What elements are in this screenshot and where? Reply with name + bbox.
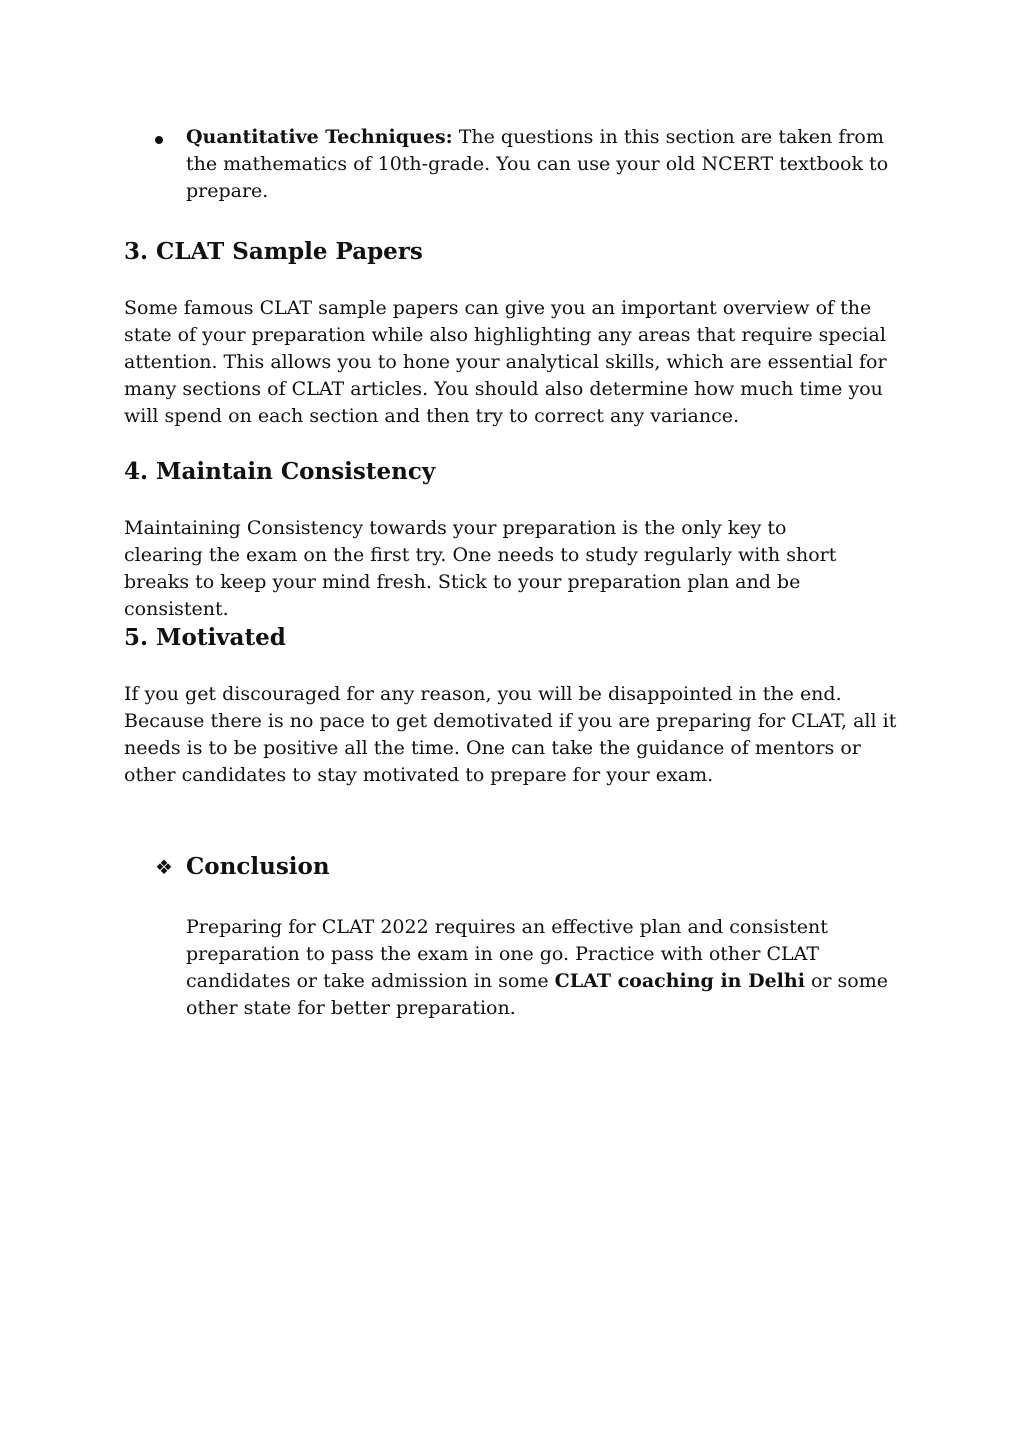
bullet-body: The questions in this section are taken from the mathematics of 10th-grade. You can use your old NCERT textbook to prepare. <box>186 126 889 202</box>
section-body-motivated: If you get discouraged for any reason, you will be disappointed in the end. Because there is no pace to get demotivated if you are preparing for CLAT, all it needs is to be positive all the time. One can take the guidance of mentors or other candidates to stay motivated to prepare for your exam. <box>124 683 897 786</box>
conclusion-body-start: Preparing for CLAT 2022 requires an effective plan and consistent preparation to pass the exam in one go. Practice with other CLAT candidates or take admission in some <box>186 916 828 992</box>
section-body-consistency: Maintaining Consistency towards your preparation is the only key to clearing the exam on the first try. One needs to study regularly with short breaks to keep your mind fresh. Stick to your preparation plan and be consistent. <box>124 517 837 620</box>
conclusion-body-end: or some other state for better preparation. <box>186 970 888 1019</box>
conclusion-body-bold: CLAT coaching in Delhi <box>554 970 805 992</box>
section-body-sample-papers: Some famous CLAT sample papers can give you an important overview of the state of your preparation while also highlighting any areas that require special attention. This allows you to hone your analytical skills, which are essential for many sections of CLAT articles. You should also determine how much time you will spend on each section and then try to correct any variance. <box>124 297 887 427</box>
bullet-dot-icon <box>155 136 163 144</box>
section-heading-sample-papers: 3. CLAT Sample Papers <box>124 238 423 265</box>
section-heading-consistency: 4. Maintain Consistency <box>124 458 436 485</box>
section-heading-motivated: 5. Motivated <box>124 624 286 651</box>
bullet-text <box>186 124 896 205</box>
diamond-bullet-icon: ❖ <box>155 855 173 879</box>
conclusion-heading: Conclusion <box>186 853 330 880</box>
conclusion-body <box>186 914 906 1022</box>
bullet-label: Quantitative Techniques: <box>186 126 453 148</box>
